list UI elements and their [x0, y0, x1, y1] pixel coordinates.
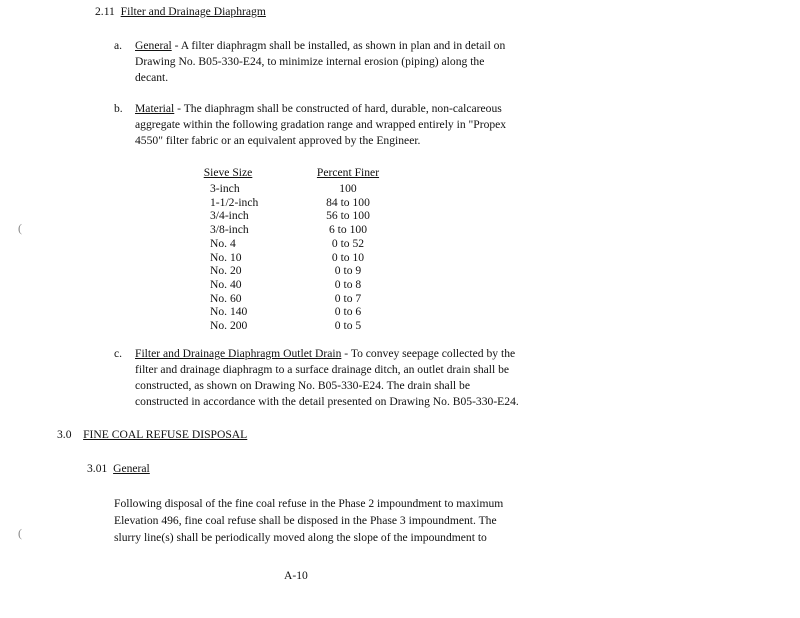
- percent-finer-cell: 0 to 5: [334, 319, 362, 332]
- section-number: 2.11: [95, 5, 115, 18]
- section-title: Filter and Drainage Diaphragm: [120, 5, 266, 18]
- item-c-letter: c.: [114, 347, 123, 360]
- item-c-text: - To convey seepage collected by the: [341, 347, 516, 360]
- percent-finer-cell: 0 to 52: [331, 237, 365, 250]
- item-b-line-2: aggregate within the following gradation range and wrapped entirely in "Propex: [135, 118, 507, 131]
- margin-mark: (: [18, 526, 22, 540]
- sieve-size-cell: No. 140: [210, 305, 248, 318]
- sieve-size-cell: No. 20: [210, 264, 242, 277]
- item-c-heading: Filter and Drainage Diaphragm Outlet Drain: [135, 347, 342, 360]
- percent-finer-cell: 0 to 8: [334, 278, 362, 291]
- item-a-line-2: Drawing No. B05-330-E24, to minimize internal erosion (piping) along the: [135, 55, 485, 68]
- sieve-size-cell: No. 60: [210, 292, 242, 305]
- section-3-01-heading: [87, 461, 150, 477]
- sieve-size-cell: 3/4-inch: [210, 209, 249, 222]
- percent-finer-cell: 84 to 100: [326, 196, 370, 209]
- item-b-line-1: [135, 101, 502, 117]
- sieve-size-cell: No. 10: [210, 251, 242, 264]
- percent-finer-cell: 0 to 7: [334, 292, 362, 305]
- percent-finer-cell: 6 to 100: [328, 223, 367, 236]
- section-title: FINE COAL REFUSE DISPOSAL: [83, 428, 248, 441]
- section-number: 3.01: [87, 462, 108, 475]
- item-b-heading: Material: [135, 102, 175, 115]
- sieve-size-header: Sieve Size: [203, 166, 253, 179]
- sieve-size-cell: No. 200: [210, 319, 248, 332]
- section-number: 3.0: [57, 428, 72, 441]
- item-a-line-3: decant.: [135, 71, 169, 84]
- item-a-heading: General: [135, 39, 172, 52]
- item-a-letter: a.: [114, 39, 123, 52]
- item-a-line-1: [135, 38, 505, 54]
- margin-mark: (: [18, 221, 22, 235]
- sieve-size-cell: 3/8-inch: [210, 223, 249, 236]
- item-c-line-3: constructed, as shown on Drawing No. B05-330-E24. The drain shall be: [135, 379, 470, 392]
- item-c-line-4: constructed in accordance with the detail presented on Drawing No. B05-330-E24.: [135, 395, 519, 408]
- percent-finer-cell: 0 to 10: [331, 251, 365, 264]
- section-3-0-heading: [57, 427, 247, 443]
- sieve-size-cell: No. 40: [210, 278, 242, 291]
- sieve-size-cell: 1-1/2-inch: [210, 196, 259, 209]
- section-title: General: [113, 462, 150, 475]
- item-c-line-1: [135, 346, 515, 362]
- para-3-01-line-2: Elevation 496, fine coal refuse shall be disposed in the Phase 3 impoundment. The: [114, 514, 497, 527]
- para-3-01-line-3: slurry line(s) shall be periodically moved along the slope of the impoundment to: [114, 531, 487, 544]
- page-number: A-10: [284, 569, 308, 582]
- item-a-text: - A filter diaphragm shall be installed, as shown in plan and in detail on: [171, 39, 506, 52]
- item-b-text: - The diaphragm shall be constructed of hard, durable, non-calcareous: [174, 102, 502, 115]
- percent-finer-header: Percent Finer: [316, 166, 380, 179]
- para-3-01-line-1: Following disposal of the fine coal refuse in the Phase 2 impoundment to maximum: [114, 497, 504, 510]
- section-2-11-heading: [95, 4, 266, 20]
- percent-finer-cell: 100: [339, 182, 357, 195]
- percent-finer-cell: 56 to 100: [326, 209, 370, 222]
- item-b-line-3: 4550" filter fabric or an equivalent approved by the Engineer.: [135, 134, 421, 147]
- item-b-letter: b.: [114, 102, 123, 115]
- sieve-size-cell: No. 4: [210, 237, 236, 250]
- percent-finer-cell: 0 to 9: [334, 264, 362, 277]
- percent-finer-cell: 0 to 6: [334, 305, 362, 318]
- item-c-line-2: filter and drainage diaphragm to a surface drainage ditch, an outlet drain shall be: [135, 363, 510, 376]
- sieve-size-cell: 3-inch: [210, 182, 240, 195]
